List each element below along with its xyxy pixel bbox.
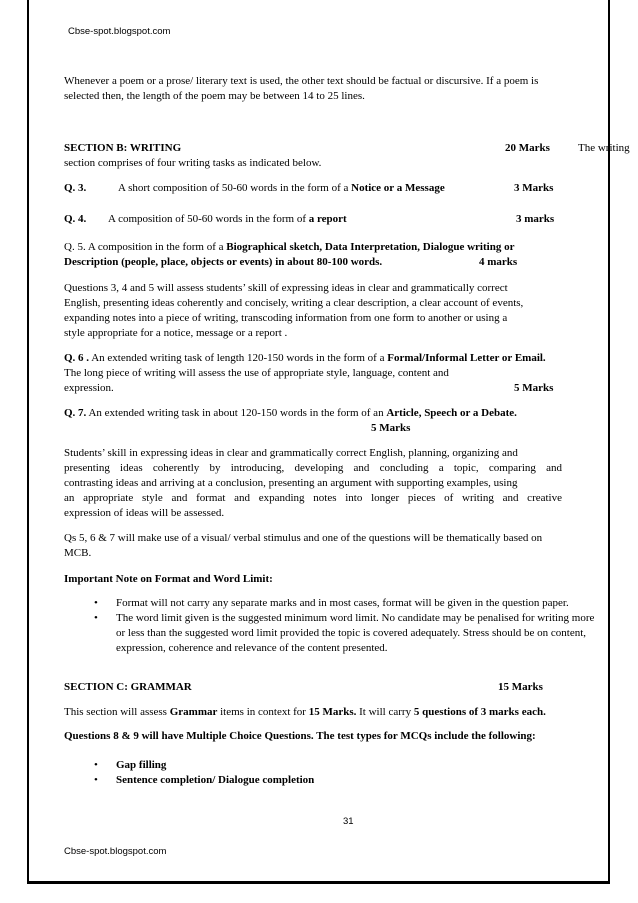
assess1-line-1: Questions 3, 4 and 5 will assess students’ skill of expressing ideas in clear and grammatically correct	[64, 282, 508, 294]
assess1-line-3: expanding notes into a piece of writing, transcoding information from one form to another or using a	[64, 312, 508, 324]
header-site: Cbse-spot.blogspot.com	[68, 26, 171, 37]
q6-line-3: expression.	[64, 382, 114, 394]
section-b-title: SECTION B: WRITING	[64, 142, 182, 154]
section-b-desc-start: The writing	[578, 142, 630, 154]
q5-line-1: Q. 5. A composition in the form of a Biographical sketch, Data Interpretation, Dialogue writing or	[64, 241, 515, 253]
page-border-right	[608, 0, 610, 883]
section-c-bullet-1: Gap filling	[116, 759, 167, 771]
q7-marks: 5 Marks	[371, 422, 411, 434]
q6-marks: 5 Marks	[514, 382, 554, 394]
intro-line-2: selected then, the length of the poem may be between 14 to 25 lines.	[64, 90, 365, 102]
q7-line-1: Q. 7. An extended writing task in about 120-150 words in the form of an Article, Speech or a Debate.	[64, 407, 517, 419]
section-b-marks: 20 Marks	[505, 142, 550, 154]
assess2-line-4: an appropriate style and format and expanding notes into longer pieces of writing and creative	[64, 492, 562, 504]
q6-line-1: Q. 6 . An extended writing task of length 120-150 words in the form of a Formal/Informal Letter or Email.	[64, 352, 546, 364]
assess1-line-4: style appropriate for a notice, message or a report .	[64, 327, 288, 339]
important-note-bullet-2-line-3: expression, coherence and relevance of the content presented.	[116, 642, 388, 654]
bullet-icon: •	[94, 597, 98, 609]
q5-marks: 4 marks	[479, 256, 518, 268]
page-number: 31	[343, 816, 354, 827]
assess2-line-1: Students’ skill in expressing ideas in clear and grammatically correct English, planning, organizing and	[64, 447, 518, 459]
section-b-desc: section comprises of four writing tasks as indicated below.	[64, 157, 322, 169]
bullet-icon: •	[94, 774, 98, 786]
section-c-line-1: This section will assess Grammar items in context for 15 Marks. It will carry 5 questions of 3 marks each.	[64, 706, 546, 718]
assess2-line-5: expression of ideas will be assessed.	[64, 507, 225, 519]
assess2-line-2: presenting ideas coherently by introducing, developing and concluding a topic, comparing and	[64, 462, 562, 474]
section-c-title: SECTION C: GRAMMAR	[64, 681, 192, 693]
important-note-bullet-2-line-2: or less than the suggested word limit provided the topic is covered adequately. Stress should be on content,	[116, 627, 587, 639]
important-note-title: Important Note on Format and Word Limit:	[64, 573, 273, 585]
important-note-bullet-2-line-1: The word limit given is the suggested minimum word limit. No candidate may be penalised for writing more	[116, 612, 595, 624]
footer-site: Cbse-spot.blogspot.com	[64, 846, 167, 857]
section-c-mcq-line: Questions 8 & 9 will have Multiple Choice Questions. The test types for MCQs include the following:	[64, 730, 536, 742]
bullet-icon: •	[94, 759, 98, 771]
q3-marks: 3 Marks	[514, 182, 554, 194]
q3-text: A short composition of 50-60 words in the form of a Notice or a Message	[118, 182, 445, 194]
assess1-line-2: English, presenting ideas coherently and concisely, writing a clear description, a clear account of events,	[64, 297, 524, 309]
page-border-left	[27, 0, 29, 883]
assess2-line-3: contrasting ideas and arriving at a conclusion, presenting an argument with supporting examples, using	[64, 477, 518, 489]
q6-line-2: The long piece of writing will assess the use of appropriate style, language, content and	[64, 367, 449, 379]
page-border-bottom	[27, 881, 610, 884]
qs-note-line-2: MCB.	[64, 547, 92, 559]
q3-number: Q. 3.	[64, 182, 87, 194]
important-note-bullet-1: Format will not carry any separate marks and in most cases, format will be given in the question paper.	[116, 597, 569, 609]
bullet-icon: •	[94, 612, 98, 624]
q4-marks: 3 marks	[516, 213, 555, 225]
intro-line-1: Whenever a poem or a prose/ literary text is used, the other text should be factual or discursive. If a poem is	[64, 75, 539, 87]
section-c-bullet-2: Sentence completion/ Dialogue completion	[116, 774, 315, 786]
q4-text: A composition of 50-60 words in the form of a report	[108, 213, 347, 225]
section-c-marks: 15 Marks	[498, 681, 543, 693]
q4-number: Q. 4.	[64, 213, 87, 225]
q5-line-2: Description (people, place, objects or events) in about 80-100 words.	[64, 256, 383, 268]
qs-note-line-1: Qs 5, 6 & 7 will make use of a visual/ verbal stimulus and one of the questions will be thematically based on	[64, 532, 543, 544]
